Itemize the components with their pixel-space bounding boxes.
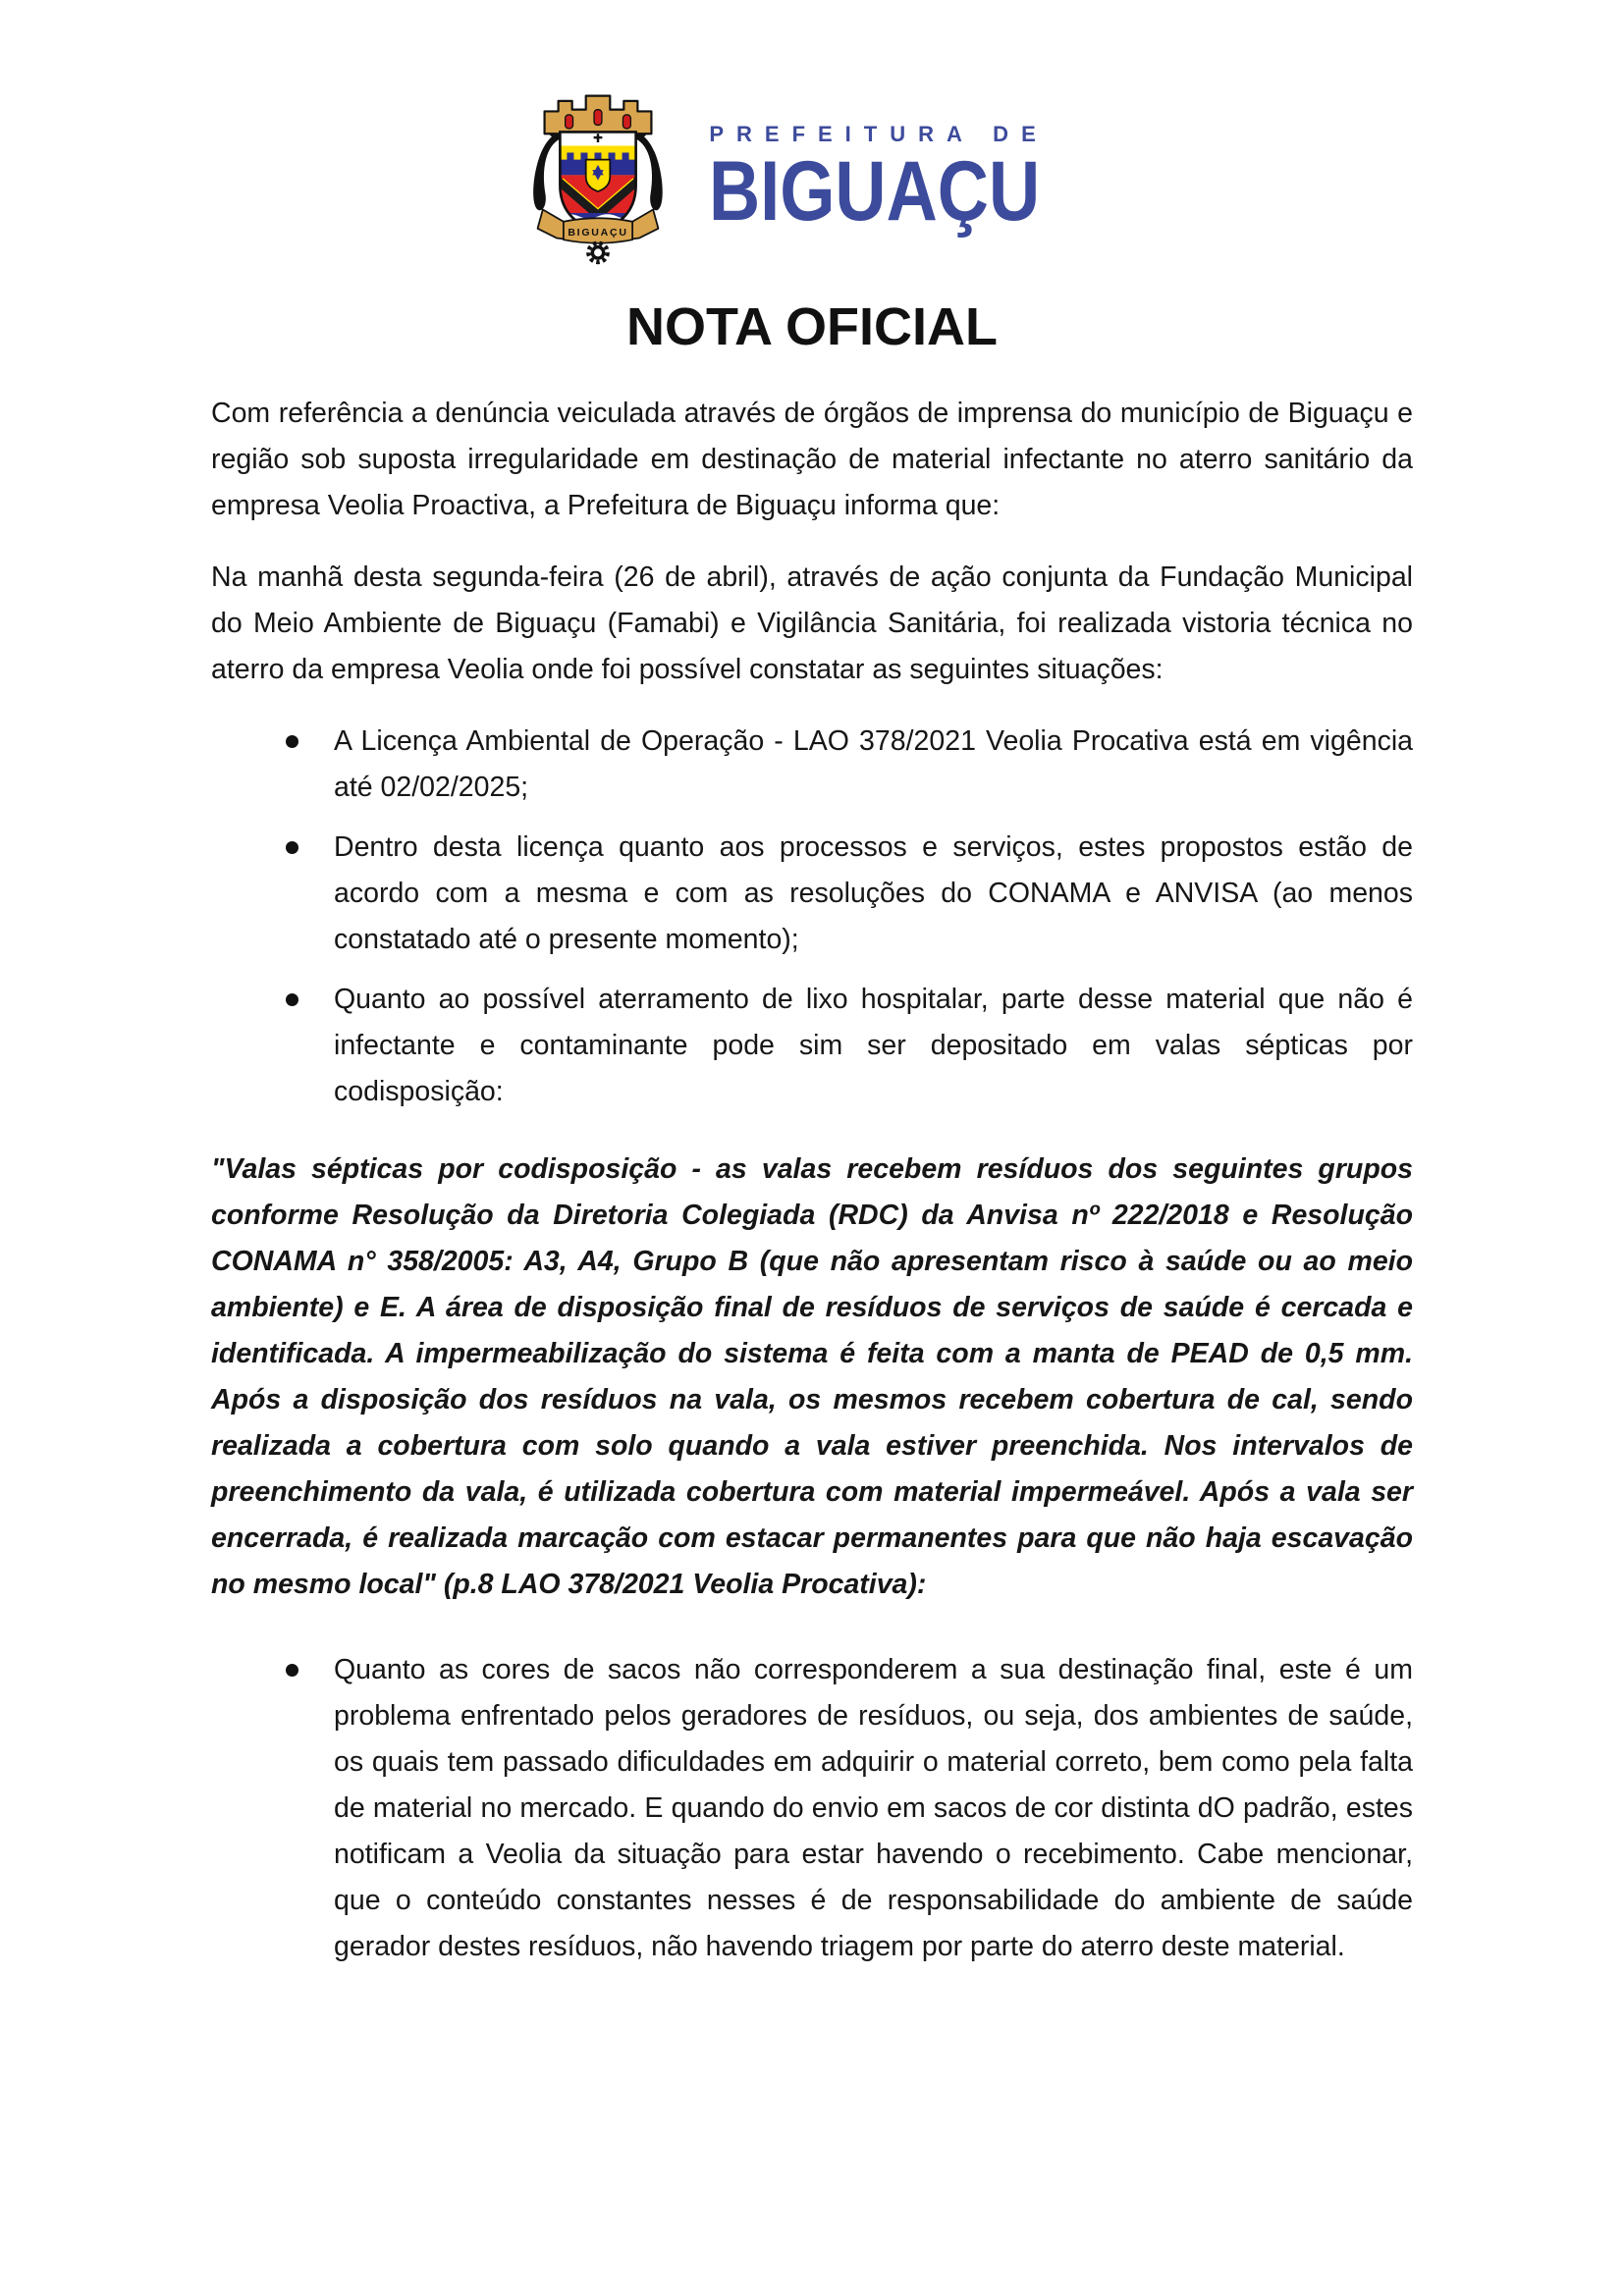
paragraph-inspection: Na manhã desta segunda-feira (26 de abril), através de ação conjunta da Fundação Municipal do Meio Ambiente de Biguaçu (Famabi) e Vigilância Sanitária, foi realizada vistoria técnica no aterro da empresa Veolia onde foi possível constatar as seguintes situações: <box>211 561 1413 685</box>
list-item-text: Quanto ao possível aterramento de lixo hospitalar, parte desse material que não é infectante e contaminante pode sim ser depositado em valas sépticas por codisposição: <box>334 984 1413 1107</box>
crest-banner-text: BIGUAÇU <box>568 226 629 239</box>
biguacu-coat-of-arms-icon <box>520 86 676 269</box>
page-title: NOTA OFICIAL <box>626 297 998 356</box>
paragraph-intro: Com referência a denúncia veiculada através de órgãos de imprensa do município de Biguaçu e região sob suposta irregularidade em destinação de material infectante no aterro sanitário da empresa Veolia Proactiva, a Prefeitura de Biguaçu informa que: <box>211 398 1413 521</box>
logo-prefix-text: PREFEITURA DE <box>709 122 1049 146</box>
logo-wordmark <box>709 122 1103 239</box>
logo-city-text: BIGUAÇU <box>709 144 1041 239</box>
list-item-text: Quanto as cores de sacos não corresponderem a sua destinação final, este é um problema enfrentado pelos geradores de resíduos, ou seja, dos ambientes de saúde, os quais tem passado dificuldades em adquirir o material correto, bem como pela falta de material no mercado. E quando do envio em sacos de cor distinta dO padrão, estes notificam a Veolia da situação para estar havendo o recebimento. Cabe mencionar, que o conteúdo constantes nesses é de responsabilidade do ambiente de saúde gerador destes resíduos, não havendo triagem por parte do aterro deste material. <box>334 1654 1413 1962</box>
closing-list <box>211 1647 1413 1970</box>
list-item <box>211 825 1413 963</box>
bullet-icon <box>286 841 298 854</box>
bullet-icon <box>286 735 298 748</box>
findings-list <box>211 719 1413 1115</box>
list-item-text: Dentro desta licença quanto aos processos e serviços, estes propostos estão de acordo com a mesma e com as resoluções do CONAMA e ANVISA (ao menos constatado até o presente momento); <box>334 831 1413 955</box>
list-item <box>211 977 1413 1115</box>
crest-gear-icon <box>589 243 608 262</box>
bullet-icon <box>286 993 298 1006</box>
list-item <box>211 719 1413 811</box>
list-item-text: A Licença Ambiental de Operação - LAO 378/2021 Veolia Procativa está em vigência até 02/02/2025; <box>334 725 1413 803</box>
list-item <box>211 1647 1413 1970</box>
crest-crown-icon <box>545 96 652 134</box>
bullet-icon <box>286 1664 298 1677</box>
header-logo <box>211 86 1413 269</box>
license-quote: "Valas sépticas por codisposição - as valas recebem resíduos dos seguintes grupos conforme Resolução da Diretoria Colegiada (RDC) da Anvisa nº 222/2018 e Resolução CONAMA n° 358/2005: A3, A4, Grupo B (que não apresentam risco à saúde ou ao meio ambiente) e E. A área de disposição final de resíduos de serviços de saúde é cercada e identificada. A impermeabilização do sistema é feita com a manta de PEAD de 0,5 mm. Após a disposição dos resíduos na vala, os mesmos recebem cobertura de cal, sendo realizada a cobertura com solo quando a vala estiver preenchida. Nos intervalos de preenchimento da vala, é utilizada cobertura com material impermeável. Após a vala ser encerrada, é realizada marcação com estacar permanentes para que não haja escavação no mesmo local" (p.8 LAO 378/2021 Veolia Procativa): <box>211 1153 1413 1600</box>
